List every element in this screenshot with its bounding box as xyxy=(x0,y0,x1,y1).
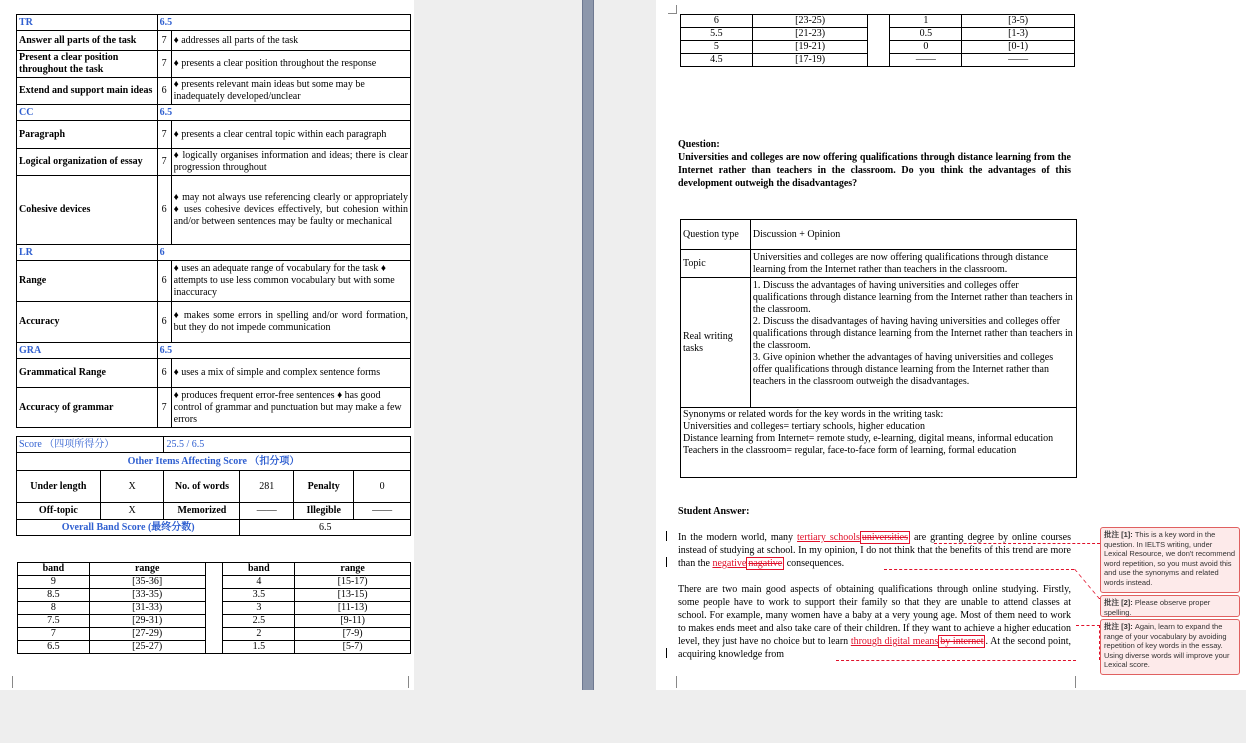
change-bar xyxy=(666,648,667,658)
criterion-band: 7 xyxy=(157,121,171,149)
range-cell: [15-17) xyxy=(295,576,411,589)
task-item: 1. Discuss the advantages of having universities and colleges offer qualifications through distance learning from the Internet rather than teachers in the classroom. xyxy=(752,280,1073,315)
comment-2[interactable] xyxy=(1100,595,1240,617)
band-cell: 2.5 xyxy=(223,615,295,628)
range-cell: [25-27) xyxy=(89,641,205,654)
criterion-desc: ♦ produces frequent error-free sentences ♦ has good control of grammar and punctuation but may make a few errors xyxy=(171,388,410,428)
band-cell: 5.5 xyxy=(681,28,753,41)
band-cell: 7 xyxy=(18,628,90,641)
topic-label: Topic xyxy=(681,250,751,278)
band-cell: 3.5 xyxy=(223,589,295,602)
change-bar xyxy=(666,557,667,567)
question-type-value: Discussion + Opinion xyxy=(750,220,1076,250)
criterion-desc: ♦ addresses all parts of the task xyxy=(171,31,410,51)
comment-head: 批注 [3]: xyxy=(1104,622,1133,631)
illegible-label: Illegible xyxy=(294,503,354,520)
criterion-desc: ♦ may not always use referencing clearly or appropriately ♦ uses cohesive devices effectively, but cohesion within and/or between sentences may be faulty or mechanical xyxy=(171,176,410,245)
band-cell: 6.5 xyxy=(18,641,90,654)
criterion-desc: ♦ presents a clear position throughout the response xyxy=(171,51,410,78)
off-topic-label: Off-topic xyxy=(17,503,101,520)
task-item: 3. Give opinion whether the advantages of having universities and colleges offer qualifications through distance learning from the Internet rather than teachers in the classroom outweigh the disadvantages. xyxy=(752,352,1054,387)
answer-text: . At the second point, acquiring knowledge from xyxy=(678,636,1072,660)
criterion-band: 7 xyxy=(157,51,171,78)
real-tasks-label: Real writing tasks xyxy=(681,278,751,408)
band-cell: 8 xyxy=(18,602,90,615)
range-cell: [23-25) xyxy=(752,15,868,28)
page-corner-mark xyxy=(408,676,417,688)
criterion-name: Accuracy xyxy=(17,302,158,343)
criterion-band: 6 xyxy=(157,176,171,245)
comment-3[interactable] xyxy=(1100,619,1240,675)
range-cell: [9-11) xyxy=(295,615,411,628)
criterion-name: Answer all parts of the task xyxy=(17,31,158,51)
deleted-text: by internet xyxy=(940,636,984,647)
comment-connector xyxy=(836,660,1076,661)
page-splitter[interactable] xyxy=(582,0,594,743)
tr-label: TR xyxy=(17,15,158,31)
band-table-gap xyxy=(868,15,890,67)
criterion-band: 6 xyxy=(157,78,171,105)
question-type-label: Question type xyxy=(681,220,751,250)
page-corner-mark xyxy=(1075,676,1084,688)
range-cell: [0-1) xyxy=(962,41,1075,54)
band-cell: 6 xyxy=(681,15,753,28)
range-cell: —— xyxy=(962,54,1075,67)
answer-text: consequences. xyxy=(784,558,845,569)
memorized-value: —— xyxy=(240,503,294,520)
illegible-value: —— xyxy=(354,503,411,520)
band-cell: —— xyxy=(890,54,962,67)
comment-text: Please observe proper spelling. xyxy=(1104,598,1211,617)
cc-label: CC xyxy=(17,105,158,121)
range-cell: [31-33) xyxy=(89,602,205,615)
criterion-desc: ♦ uses an adequate range of vocabulary for the task ♦ attempts to use less common vocabulary but with some inaccuracy xyxy=(171,261,410,302)
range-header: range xyxy=(295,563,411,576)
question-analysis-table xyxy=(680,219,1077,478)
lr-score: 6 xyxy=(157,245,410,261)
answer-text: are granting degree by online courses instead of studying at school. In my opinion, I do not think that the benefits of this trend are more than the xyxy=(678,532,1072,569)
band-header: band xyxy=(18,563,90,576)
range-cell: [27-29) xyxy=(89,628,205,641)
criterion-desc: ♦ makes some errors in spelling and/or word formation, but they do not impede communication xyxy=(171,302,410,343)
tr-score: 6.5 xyxy=(157,15,410,31)
comment-text: Again, learn to expand the range of your vocabulary by avoiding repetition of key words in the essay. Using diverse words will improve your Lexical score. xyxy=(1104,622,1230,669)
criterion-name: Accuracy of grammar xyxy=(17,388,158,428)
band-cell: 9 xyxy=(18,576,90,589)
band-range-table-continued xyxy=(680,14,1075,67)
range-cell: [3-5) xyxy=(962,15,1075,28)
comment-head: 批注 [2]: xyxy=(1104,598,1133,607)
deleted-text: universities xyxy=(861,532,908,543)
gra-score: 6.5 xyxy=(157,343,410,359)
penalty-value: 0 xyxy=(354,471,411,503)
criterion-name: Range xyxy=(17,261,158,302)
gra-label: GRA xyxy=(17,343,158,359)
criteria-table xyxy=(16,14,411,428)
overall-band-value: 6.5 xyxy=(240,520,411,536)
synonyms-heading: Synonyms or related words for the key words in the writing task: xyxy=(683,409,944,420)
cc-score: 6.5 xyxy=(157,105,410,121)
band-table-gap xyxy=(205,563,223,654)
other-items-heading: Other Items Affecting Score （扣分项） xyxy=(17,453,411,471)
page-corner-mark xyxy=(668,5,677,14)
student-answer-label: Student Answer: xyxy=(678,506,750,517)
overall-band-label: Overall Band Score (最终分数) xyxy=(17,520,240,536)
band-cell: 1.5 xyxy=(223,641,295,654)
criterion-band: 6 xyxy=(157,359,171,388)
band-cell: 5 xyxy=(681,41,753,54)
synonym-line: Distance learning from Internet= remote study, e-learning, digital means, informal education xyxy=(683,433,1054,444)
topic-value: Universities and colleges are now offering qualifications through distance learning from the Internet rather than teachers in the classroom. xyxy=(750,250,1076,278)
range-cell: [29-31) xyxy=(89,615,205,628)
answer-paragraph-1 xyxy=(678,531,1071,570)
answer-text: In the modern world, many xyxy=(678,532,798,543)
question-label: Question: xyxy=(678,139,720,150)
band-cell: 1 xyxy=(890,15,962,28)
band-cell: 0 xyxy=(890,41,962,54)
criterion-name: Paragraph xyxy=(17,121,158,149)
synonym-line: Universities and colleges= tertiary schools, higher education xyxy=(683,421,925,432)
criterion-desc: ♦ uses a mix of simple and complex sentence forms xyxy=(171,359,410,388)
penalty-label: Penalty xyxy=(294,471,354,503)
memorized-label: Memorized xyxy=(164,503,240,520)
range-cell: [11-13) xyxy=(295,602,411,615)
comment-connector xyxy=(934,543,1100,544)
answer-paragraph-2 xyxy=(678,583,1071,661)
criterion-name: Logical organization of essay xyxy=(17,149,158,176)
range-cell: [13-15) xyxy=(295,589,411,602)
range-header: range xyxy=(89,563,205,576)
score-label: Score （四项所得分） xyxy=(17,437,164,453)
word-count-label: No. of words xyxy=(164,471,240,503)
right-margin-area xyxy=(594,0,656,743)
band-cell: 0.5 xyxy=(890,28,962,41)
range-cell: [7-9) xyxy=(295,628,411,641)
range-cell: [19-21) xyxy=(752,41,868,54)
band-cell: 4 xyxy=(223,576,295,589)
criterion-name: Grammatical Range xyxy=(17,359,158,388)
inserted-text: negative xyxy=(712,558,747,569)
band-header: band xyxy=(223,563,295,576)
criterion-name: Extend and support main ideas xyxy=(17,78,158,105)
criterion-band: 6 xyxy=(157,302,171,343)
page-corner-mark xyxy=(4,676,13,688)
under-length-value: X xyxy=(100,471,164,503)
synonym-line: Teachers in the classroom= regular, face-to-face form of learning, formal education xyxy=(683,445,1017,456)
deleted-text: nagative xyxy=(748,558,783,569)
real-tasks-list xyxy=(750,278,1076,408)
band-cell: 3 xyxy=(223,602,295,615)
criterion-band: 7 xyxy=(157,149,171,176)
score-value: 25.5 / 6.5 xyxy=(164,437,411,453)
criterion-name: Cohesive devices xyxy=(17,176,158,245)
change-bar xyxy=(666,531,667,541)
range-cell: [5-7) xyxy=(295,641,411,654)
band-cell: 7.5 xyxy=(18,615,90,628)
range-cell: [33-35) xyxy=(89,589,205,602)
criterion-band: 7 xyxy=(157,31,171,51)
criterion-desc: ♦ logically organises information and ideas; there is clear progression throughout xyxy=(171,149,410,176)
comment-text: This is a key word in the question. In IELTS writing, under Lexical Resource, we don't recommend word repetition, so you must avoid this and use the synonyms and related words instead. xyxy=(1104,530,1236,587)
task-item: 2. Discuss the disadvantages of having having universities and colleges offer qualifications through distance learning from the Internet rather than teachers in the classroom. xyxy=(752,316,1073,351)
left-margin-area xyxy=(414,0,582,743)
synonyms-cell xyxy=(681,408,1077,478)
question-text: Universities and colleges are now offering qualifications through distance learning from the Internet rather than teachers in the classroom. Do you think the advantages of this development outweigh the disadvantages? xyxy=(678,152,1071,189)
band-cell: 2 xyxy=(223,628,295,641)
answer-text: There are two main good aspects of obtaining qualifications through online studying. Firstly, some people have to work to support their family so that they are unable to attend classes at school. For example, many women have a baby at a very young age. Most of them need to work to makes ends meet and also take care of their children. If they want to achieve a higher education level, they just have no choice but to learn xyxy=(678,584,1071,647)
criterion-band: 6 xyxy=(157,261,171,302)
criterion-desc: ♦ presents a clear central topic within each paragraph xyxy=(171,121,410,149)
band-cell: 8.5 xyxy=(18,589,90,602)
criterion-desc: ♦ presents relevant main ideas but some may be inadequately developed/unclear xyxy=(171,78,410,105)
off-topic-value: X xyxy=(100,503,164,520)
comment-1[interactable] xyxy=(1100,527,1240,593)
comment-head: 批注 [1]: xyxy=(1104,530,1133,539)
inserted-text: tertiary schools xyxy=(797,532,860,543)
range-cell: [35-36] xyxy=(89,576,205,589)
criterion-band: 7 xyxy=(157,388,171,428)
bottom-gray-area xyxy=(0,690,1246,743)
band-cell: 4.5 xyxy=(681,54,753,67)
under-length-label: Under length xyxy=(17,471,101,503)
word-count-value: 281 xyxy=(240,471,294,503)
band-range-table xyxy=(17,562,411,654)
page-corner-mark xyxy=(668,676,677,688)
comment-connector xyxy=(1076,625,1100,660)
criterion-name: Present a clear position throughout the task xyxy=(17,51,158,78)
comment-connector xyxy=(884,569,1074,570)
score-table xyxy=(16,436,411,536)
range-cell: [17-19) xyxy=(752,54,868,67)
inserted-text: through digital means xyxy=(850,636,939,647)
range-cell: [1-3) xyxy=(962,28,1075,41)
range-cell: [21-23) xyxy=(752,28,868,41)
lr-label: LR xyxy=(17,245,158,261)
